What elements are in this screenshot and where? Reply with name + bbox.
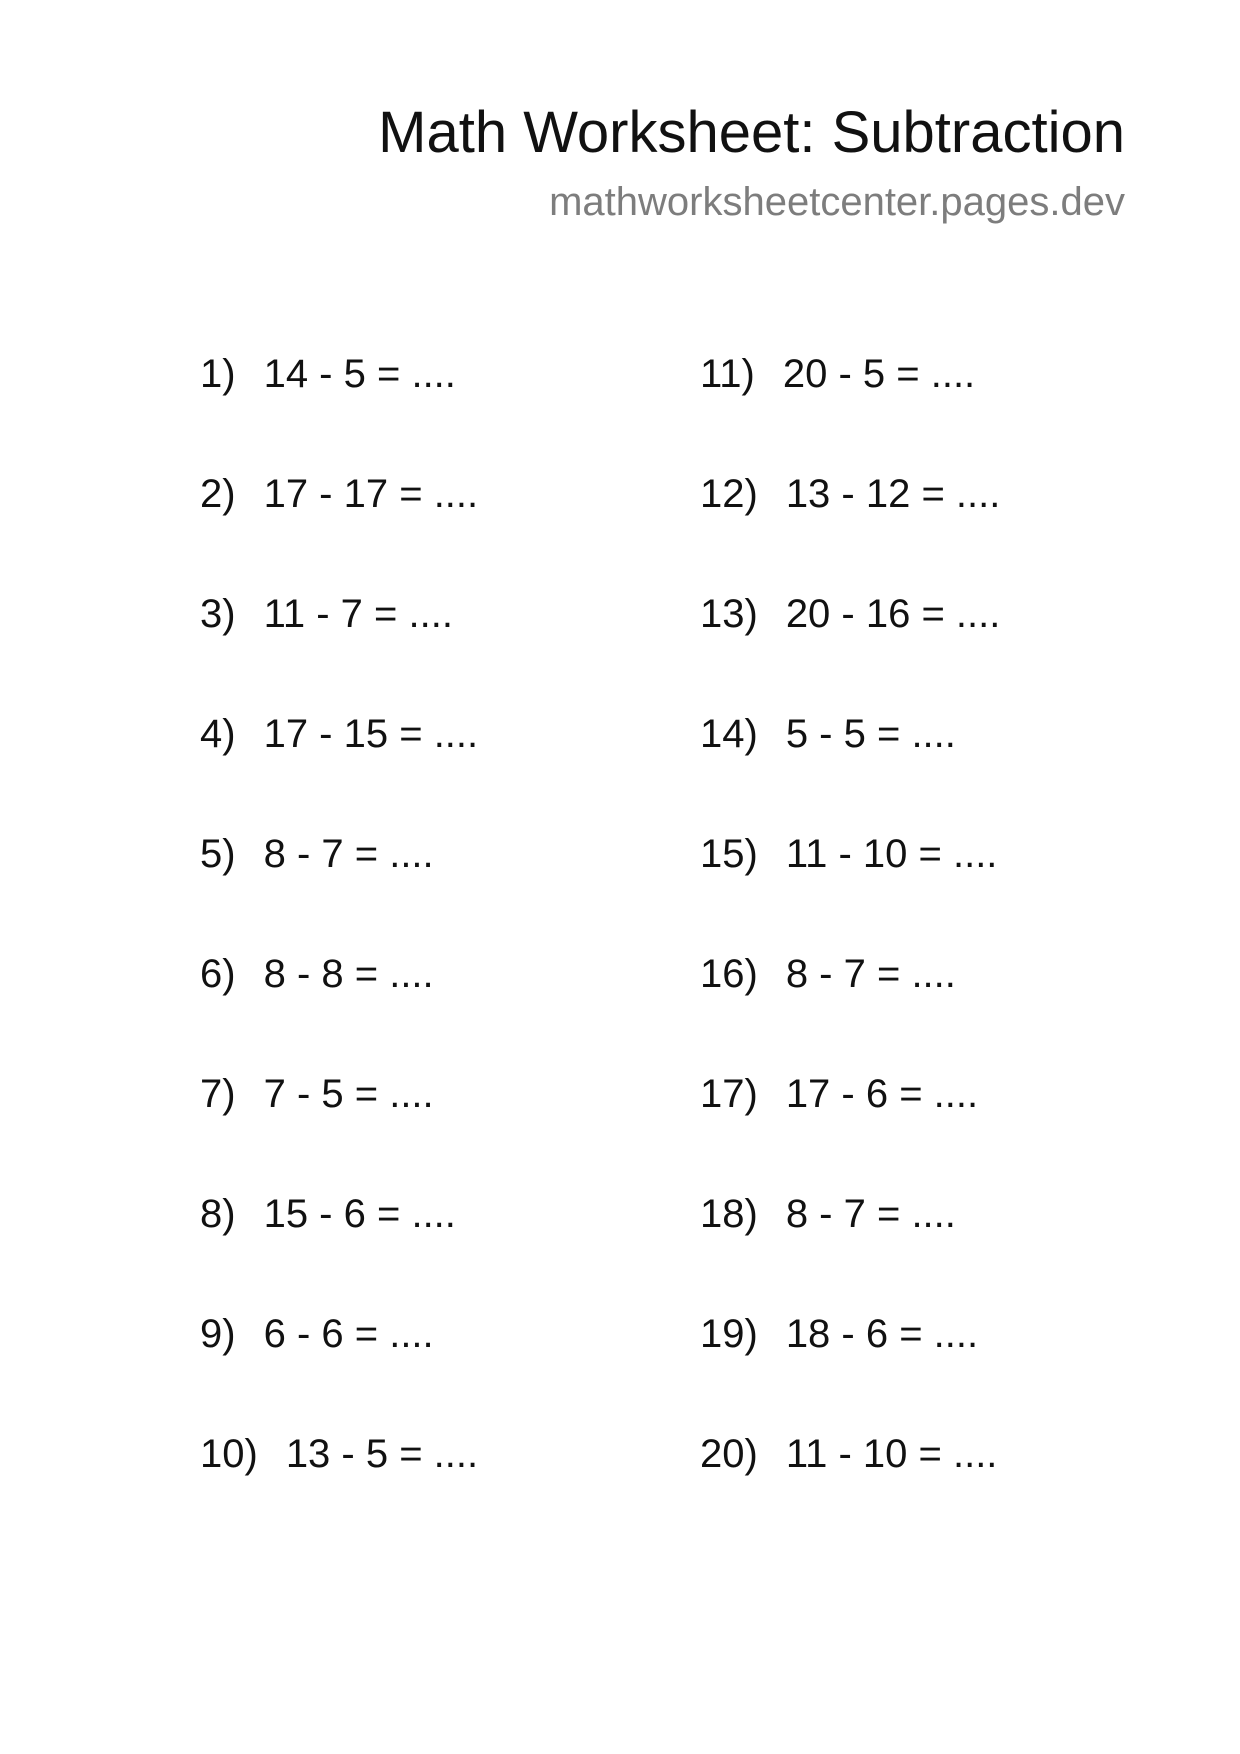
problem-item [700,590,1000,710]
problem-expression: 11 - 10 = .... [785,1432,998,1476]
problem-item [200,710,478,830]
page-title: Math Worksheet: Subtraction [378,100,1125,165]
problem-expression: 13 - 12 = .... [785,472,1001,516]
problem-number: 11) [700,352,755,396]
problem-item [200,1070,478,1190]
problem-number: 6) [200,952,236,996]
problem-number: 17) [700,1072,758,1116]
problem-number: 14) [700,712,758,756]
problem-expression: 11 - 7 = .... [263,592,453,636]
problem-number: 9) [200,1312,236,1356]
problem-item [700,350,1000,470]
problem-item [700,710,1000,830]
problem-item [200,1430,478,1550]
problem-expression: 17 - 17 = .... [263,472,479,516]
problem-item [700,1190,1000,1310]
problem-expression: 6 - 6 = .... [263,1312,434,1356]
problem-number: 20) [700,1432,758,1476]
problem-expression: 17 - 15 = .... [263,712,479,756]
problem-item [700,1310,1000,1430]
problem-number: 2) [200,472,236,516]
problem-expression: 7 - 5 = .... [263,1072,434,1116]
problem-item [200,1310,478,1430]
problem-number: 18) [700,1192,758,1236]
problem-item [200,830,478,950]
problem-item [200,350,478,470]
problem-item [700,1070,1000,1190]
problem-number: 1) [200,352,236,396]
problem-number: 5) [200,832,236,876]
problems-column-left [200,350,478,1550]
problem-expression: 20 - 16 = .... [785,592,1001,636]
problem-expression: 14 - 5 = .... [263,352,456,396]
problem-item [700,950,1000,1070]
problem-item [200,950,478,1070]
worksheet-header [378,98,1125,226]
problem-expression: 18 - 6 = .... [785,1312,979,1356]
problem-item [700,1430,1000,1550]
problem-expression: 13 - 5 = .... [285,1432,479,1476]
problem-number: 16) [700,952,758,996]
problem-number: 7) [200,1072,236,1116]
problem-number: 3) [200,592,236,636]
problem-number: 12) [700,472,758,516]
problem-number: 10) [200,1432,258,1476]
problem-expression: 15 - 6 = .... [263,1192,456,1236]
problem-number: 19) [700,1312,758,1356]
problem-number: 8) [200,1192,236,1236]
problem-expression: 8 - 7 = .... [785,952,956,996]
problem-expression: 8 - 8 = .... [263,952,434,996]
problem-expression: 8 - 7 = .... [263,832,434,876]
problem-item [700,830,1000,950]
problem-number: 4) [200,712,236,756]
problem-expression: 11 - 10 = .... [785,832,998,876]
problem-expression: 5 - 5 = .... [785,712,956,756]
problem-item [700,470,1000,590]
problems-column-right [700,350,1000,1550]
problem-number: 15) [700,832,758,876]
problem-item [200,1190,478,1310]
site-url: mathworksheetcenter.pages.dev [549,180,1125,224]
problem-expression: 20 - 5 = .... [782,352,976,396]
problem-number: 13) [700,592,758,636]
problem-expression: 17 - 6 = .... [785,1072,979,1116]
problem-item [200,470,478,590]
problem-expression: 8 - 7 = .... [785,1192,956,1236]
problem-item [200,590,478,710]
